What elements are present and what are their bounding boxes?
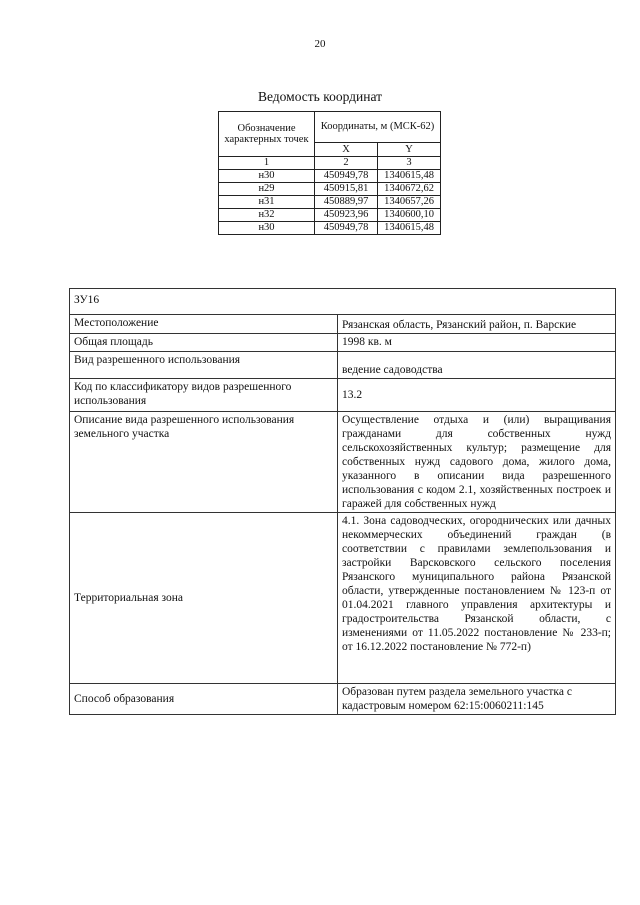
zone-label: Территориальная зона	[70, 513, 338, 684]
y-cell: 1340672,62	[378, 183, 441, 196]
point-cell: н30	[219, 170, 315, 183]
table-row	[219, 170, 441, 183]
location-label: Местоположение	[70, 315, 338, 334]
description-value: Осуществление отдыха и (или) выращивания гражданами для собственных нужд сельскохозяйственных культур; размещение для собственных нужд садового дома, жилого дома, указанного в описании вида разрешенного использования с кодом 2.1, хозяйственных построек и гаражей для собственных нужд	[338, 412, 616, 513]
point-cell: н31	[219, 196, 315, 209]
page-number: 20	[314, 38, 326, 50]
column-number: 2	[315, 157, 378, 170]
x-cell: 450949,78	[315, 222, 378, 235]
parcel-id: ЗУ16	[70, 289, 616, 315]
x-column-header: X	[315, 143, 378, 157]
coordinates-table	[218, 111, 441, 235]
x-cell: 450949,78	[315, 170, 378, 183]
table-row	[219, 209, 441, 222]
point-cell: н29	[219, 183, 315, 196]
table-row	[219, 196, 441, 209]
description-label: Описание вида разрешенного использования земельного участка	[70, 412, 338, 513]
use-label: Вид разрешенного использования	[70, 352, 338, 379]
y-column-header: Y	[378, 143, 441, 157]
y-cell: 1340657,26	[378, 196, 441, 209]
y-cell: 1340615,48	[378, 222, 441, 235]
zone-value: 4.1. Зона садоводческих, огороднических или дачных некоммерческих объединений граждан (в соответствии с правилами землепользования и застройки Варсковского сельского поселения Рязанского муниципального района Рязанской области, утвержденные постановлением № 123-п от 01.04.2021 главного управления архитектуры и градостроительства Рязанской области, с изменениями от 11.05.2022 постановление № 233-п; от 16.12.2022 постановление № 772-п)	[338, 513, 616, 684]
coordinates-column-header: Координаты, м (МСК-62)	[315, 112, 441, 143]
y-cell: 1340600,10	[378, 209, 441, 222]
parcel-table	[69, 288, 616, 715]
location-value: Рязанская область, Рязанский район, п. Варские	[338, 315, 616, 334]
area-value: 1998 кв. м	[338, 334, 616, 352]
method-label: Способ образования	[70, 684, 338, 715]
point-column-header: Обозначение характерных точек	[219, 112, 315, 157]
point-cell: н32	[219, 209, 315, 222]
x-cell: 450915,81	[315, 183, 378, 196]
code-label: Код по классификатору видов разрешенного использования	[70, 379, 338, 412]
code-value: 13.2	[338, 379, 616, 412]
point-cell: н30	[219, 222, 315, 235]
use-value: ведение садоводства	[338, 352, 616, 379]
x-cell: 450923,96	[315, 209, 378, 222]
area-label: Общая площадь	[70, 334, 338, 352]
x-cell: 450889,97	[315, 196, 378, 209]
coordinates-title: Ведомость координат	[257, 89, 383, 104]
column-number: 3	[378, 157, 441, 170]
y-cell: 1340615,48	[378, 170, 441, 183]
column-number: 1	[219, 157, 315, 170]
method-value: Образован путем раздела земельного участка с кадастровым номером 62:15:0060211:145	[338, 684, 616, 715]
table-row	[219, 222, 441, 235]
table-row	[219, 183, 441, 196]
